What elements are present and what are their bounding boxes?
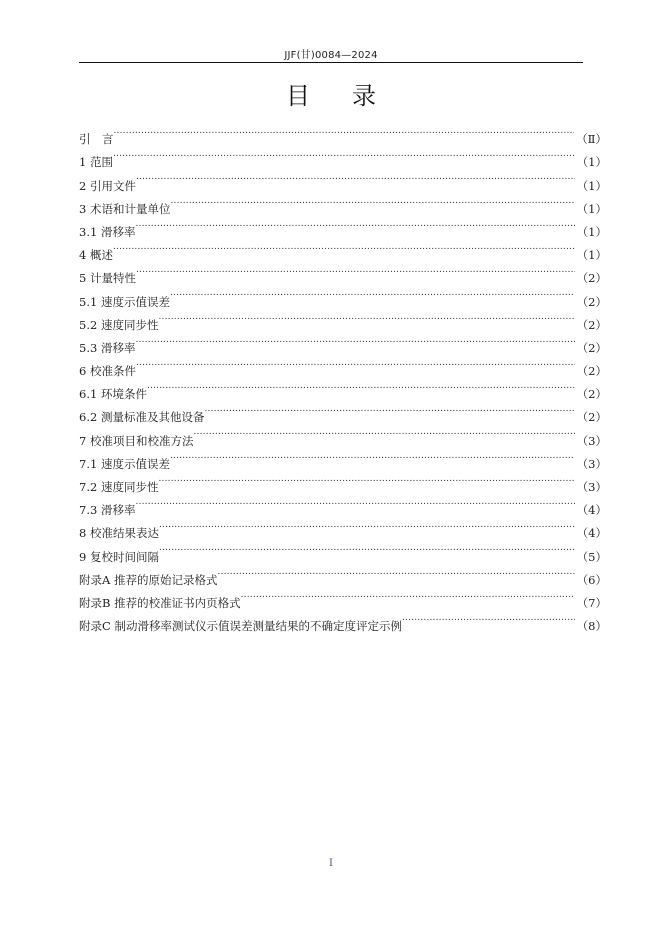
- toc-entry[interactable]: [79, 375, 607, 402]
- toc-entry-label: 4 概述: [79, 248, 113, 263]
- toc-entry[interactable]: [79, 236, 607, 263]
- toc-entry-label: 附录B 推荐的校准证书内页格式: [79, 595, 241, 610]
- toc-entry-label: 6.1 环境条件: [79, 387, 147, 402]
- toc-dot-leader: [204, 398, 574, 421]
- toc-entry[interactable]: [79, 259, 607, 286]
- toc-entry-page: （6）: [576, 572, 607, 587]
- toc-dot-leader: [113, 236, 575, 259]
- toc-entry-page: （2）: [576, 340, 607, 355]
- toc-entry-label: 5.2 速度同步性: [79, 317, 159, 332]
- toc-entry[interactable]: [79, 537, 607, 564]
- toc-dot-leader: [113, 143, 575, 166]
- toc-entry[interactable]: [79, 282, 607, 309]
- toc-entry-label: 3 术语和计量单位: [79, 201, 171, 216]
- toc-entry-label: 6.2 测量标准及其他设备: [79, 410, 205, 425]
- toc-entry[interactable]: [79, 120, 607, 147]
- toc-entry-page: （2）: [576, 387, 607, 402]
- toc-entry-label: 附录A 推荐的原始记录格式: [79, 572, 218, 587]
- toc-dot-leader: [217, 561, 574, 584]
- table-of-contents: [79, 120, 607, 634]
- toc-entry-label: 7.3 滑移率: [79, 503, 136, 518]
- page-number: I: [329, 858, 333, 869]
- toc-entry-page: （3）: [576, 456, 607, 471]
- toc-dot-leader: [159, 537, 575, 560]
- toc-entry-page: （Ⅱ）: [576, 132, 607, 147]
- toc-entry-label: 7.2 速度同步性: [79, 480, 159, 494]
- toc-dot-leader: [147, 375, 575, 398]
- toc-entry-label: 3.1 滑移率: [79, 224, 136, 239]
- toc-entry-page: （5）: [576, 549, 607, 564]
- toc-entry-page: （1）: [576, 178, 607, 193]
- toc-entry-page: （3）: [576, 480, 607, 494]
- toc-dot-leader: [136, 352, 575, 375]
- toc-entry-label: 5.3 滑移率: [79, 340, 136, 355]
- toc-entry[interactable]: [79, 491, 607, 518]
- toc-entry-page: （1）: [576, 155, 607, 170]
- toc-entry-label: 5 计量特性: [79, 271, 136, 286]
- toc-dot-leader: [402, 607, 575, 630]
- document-code-header: JJF(甘)0084—2024: [284, 50, 378, 61]
- toc-entry-page: （4）: [576, 526, 607, 541]
- toc-entry-label: 6 校准条件: [79, 364, 136, 379]
- toc-entry-page: （4）: [576, 503, 607, 518]
- toc-entry-page: （3）: [576, 433, 607, 448]
- toc-entry[interactable]: [79, 329, 607, 355]
- toc-entry-page: （7）: [576, 595, 607, 610]
- toc-entry-page: （2）: [576, 294, 607, 309]
- toc-entry[interactable]: [79, 398, 607, 425]
- toc-entry-label: 8 校准结果表达: [79, 526, 159, 541]
- toc-entry[interactable]: [79, 306, 607, 332]
- toc-dot-leader: [114, 120, 575, 143]
- toc-entry-label: 7 校准项目和校准方法: [79, 433, 194, 448]
- toc-entry-label: 2 引用文件: [79, 178, 136, 193]
- toc-entry-page: （1）: [576, 224, 607, 239]
- toc-dot-leader: [158, 306, 574, 329]
- toc-dot-leader: [136, 166, 575, 189]
- toc-dot-leader: [135, 491, 574, 514]
- toc-dot-leader: [136, 259, 575, 282]
- toc-dot-leader: [159, 514, 575, 537]
- toc-entry-page: （2）: [576, 317, 607, 332]
- toc-dot-leader: [135, 213, 574, 236]
- toc-entry-label: 附录C 制动滑移率测试仪示值误差测量结果的不确定度评定示例: [79, 619, 402, 634]
- toc-entry-label: 7.1 速度示值误差: [79, 456, 170, 471]
- toc-entry[interactable]: [79, 468, 607, 494]
- toc-entry-label: 引 言: [79, 132, 114, 147]
- toc-dot-leader: [135, 329, 574, 352]
- toc-entry[interactable]: [79, 213, 607, 239]
- toc-entry-label: 9 复校时间间隔: [79, 549, 159, 564]
- toc-entry[interactable]: [79, 352, 607, 379]
- toc-entry-label: 1 范围: [79, 155, 113, 170]
- toc-entry-page: （1）: [576, 248, 607, 263]
- toc-entry-page: （8）: [576, 619, 607, 634]
- toc-entry-page: （1）: [576, 201, 607, 216]
- toc-dot-leader: [170, 190, 574, 213]
- toc-entry[interactable]: [79, 514, 607, 541]
- toc-entry-label: 5.1 速度示值误差: [79, 294, 170, 309]
- toc-entry-page: （2）: [576, 410, 607, 425]
- toc-dot-leader: [193, 421, 574, 444]
- toc-entry-page: （2）: [576, 271, 607, 286]
- toc-dot-leader: [158, 468, 574, 491]
- toc-entry-page: （2）: [576, 364, 607, 379]
- toc-entry[interactable]: [79, 190, 607, 216]
- page-title: 目录: [286, 82, 418, 110]
- toc-dot-leader: [170, 282, 575, 305]
- toc-entry[interactable]: [79, 166, 607, 193]
- toc-dot-leader: [170, 445, 575, 468]
- toc-dot-leader: [241, 584, 575, 607]
- header-divider: [79, 62, 583, 63]
- toc-entry[interactable]: [79, 143, 607, 170]
